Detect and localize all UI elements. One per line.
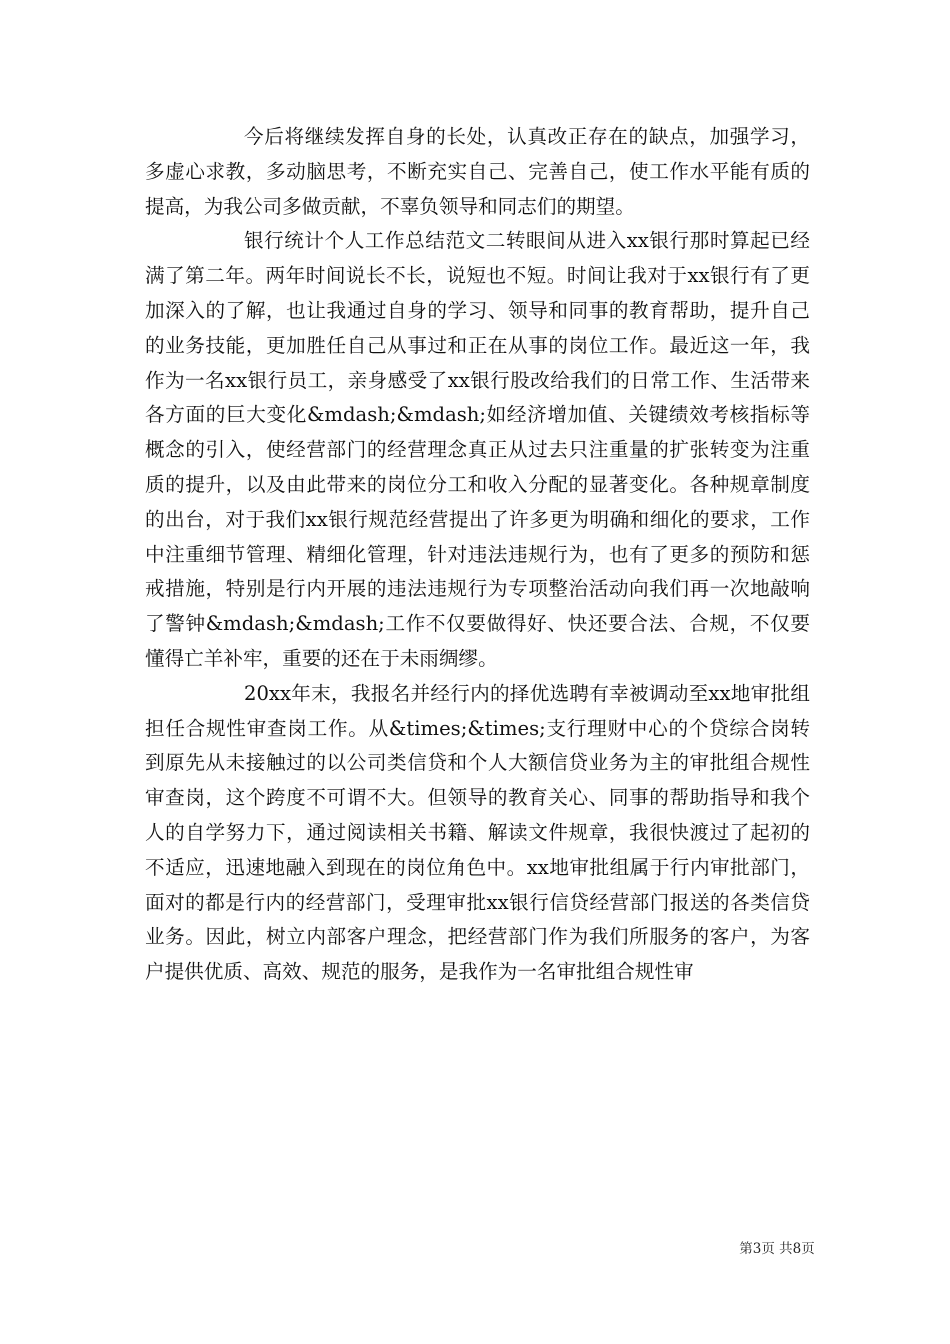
- paragraph-3: 20xx年末，我报名并经行内的择优选聘有幸被调动至xx地审批组担任合规性审查岗工作。从&times;&times;支行理财中心的个贷综合岗转到原先从未接触过的以公司类信贷和个人大额信贷业务为主的审批组合规性审查岗，这个跨度不可谓不大。但领导的教育关心、同事的帮助指导和我个人的自学努力下，通过阅读相关书籍、解读文件规章，我很快渡过了起初的不适应，迅速地融入到现在的岗位角色中。xx地审批组属于行内审批部门，面对的都是行内的经营部门，受理审批xx银行信贷经营部门报送的各类信贷业务。因此，树立内部客户理念，把经营部门作为我们所服务的客户，为客户提供优质、高效、规范的服务，是我作为一名审批组合规性审: [145, 681, 810, 984]
- paragraph-2: 银行统计个人工作总结范文二转眼间从进入xx银行那时算起已经满了第二年。两年时间说长不长，说短也不短。时间让我对于xx银行有了更加深入的了解，也让我通过自身的学习、领导和同事的教育帮助，提升自己的业务技能，更加胜任自己从事过和正在从事的岗位工作。最近这一年，我作为一名xx银行员工，亲身感受了xx银行股改给我们的日常工作、生活带来各方面的巨大变化&mdash;&mdash;如经济增加值、关键绩效考核指标等概念的引入，使经营部门的经营理念真正从过去只注重量的扩张转变为注重质的提升，以及由此带来的岗位分工和收入分配的显著变化。各种规章制度的出台，对于我们xx银行规范经营提出了许多更为明确和细化的要求，工作中注重细节管理、精细化管理，针对违法违规行为，也有了更多的预防和惩戒措施，特别是行内开展的违法违规行为专项整治活动向我们再一次地敲响了警钟&mdash;&mdash;工作不仅要做得好、快还要合法、合规，不仅要懂得亡羊补牢，重要的还在于未雨绸缪。: [145, 229, 810, 670]
- document-body: [145, 120, 810, 990]
- page-number: 第3页 共8页: [739, 1241, 815, 1257]
- page-footer: [0, 1237, 950, 1257]
- paragraph-1: 今后将继续发挥自身的长处，认真改正存在的缺点，加强学习，多虚心求教，多动脑思考，不断充实自己、完善自己，使工作水平能有质的提高，为我公司多做贡献，不辜负领导和同志们的期望。: [145, 125, 810, 218]
